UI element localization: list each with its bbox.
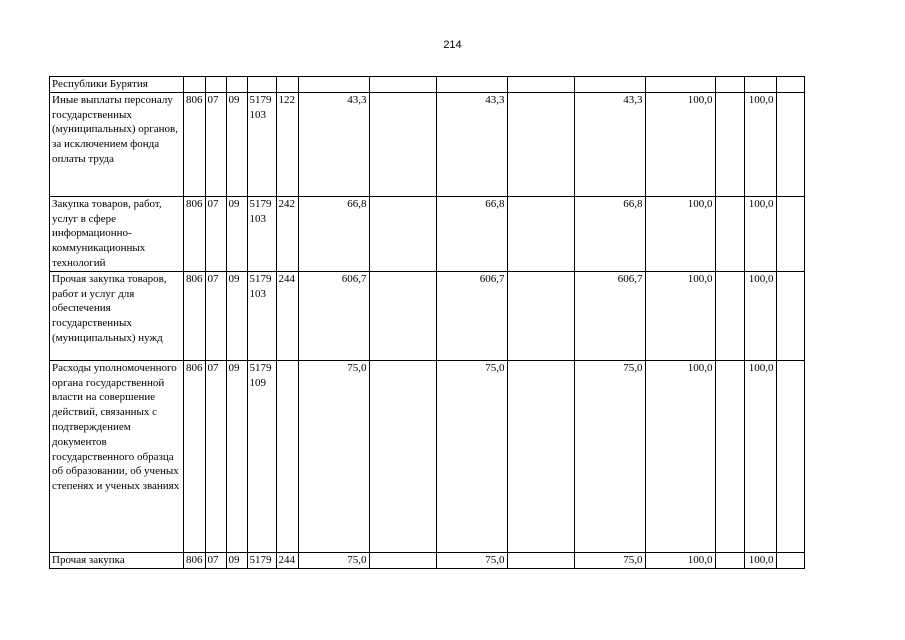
amount-3-cell: 43,3: [574, 92, 645, 196]
empty-cell: [715, 552, 744, 568]
target-article-cell: 5179 103: [247, 196, 276, 271]
amount-2-cell: 66,8: [436, 196, 507, 271]
empty-cell: [507, 552, 574, 568]
empty-cell: [507, 196, 574, 271]
empty-cell: [715, 77, 744, 93]
amount-3-cell: 75,0: [574, 552, 645, 568]
target-article-cell: 5179 109: [247, 360, 276, 552]
percent-2-cell: 100,0: [744, 360, 776, 552]
empty-cell: [715, 92, 744, 196]
table-row: [50, 196, 805, 271]
percent-2-cell: [744, 77, 776, 93]
percent-2-cell: 100,0: [744, 271, 776, 360]
section-cell: 07: [205, 196, 226, 271]
grbs-cell: 806: [184, 196, 206, 271]
amount-2-cell: 43,3: [436, 92, 507, 196]
target-article-cell: 5179: [247, 552, 276, 568]
section-cell: 07: [205, 552, 226, 568]
row-name: Расходы уполномоченного органа государственной власти на совершение действий, связанных с подтверждением документов государственного образца об образовании, об ученых степенях и ученых званиях: [50, 360, 184, 552]
empty-cell: [715, 360, 744, 552]
empty-cell: [776, 92, 804, 196]
row-name: Иные выплаты персоналу государственных (муниципальных) органов, за исключением фонда оплаты труда: [50, 92, 184, 196]
table-row: [50, 271, 805, 360]
empty-cell: [715, 271, 744, 360]
amount-1-cell: [298, 77, 369, 93]
expense-type-cell: 242: [276, 196, 298, 271]
target-article-cell: 5179 103: [247, 92, 276, 196]
expense-type-cell: 244: [276, 271, 298, 360]
empty-cell: [507, 92, 574, 196]
grbs-cell: 806: [184, 552, 206, 568]
percent-1-cell: [645, 77, 715, 93]
subsection-cell: 09: [226, 271, 247, 360]
amount-1-cell: 75,0: [298, 360, 369, 552]
percent-1-cell: 100,0: [645, 552, 715, 568]
amount-2-cell: 75,0: [436, 552, 507, 568]
percent-2-cell: 100,0: [744, 552, 776, 568]
amount-3-cell: 75,0: [574, 360, 645, 552]
subsection-cell: 09: [226, 360, 247, 552]
expense-type-cell: 244: [276, 552, 298, 568]
subsection-cell: 09: [226, 552, 247, 568]
percent-1-cell: 100,0: [645, 360, 715, 552]
empty-cell: [507, 360, 574, 552]
empty-cell: [507, 271, 574, 360]
empty-cell: [776, 196, 804, 271]
empty-cell: [776, 552, 804, 568]
row-name: Закупка товаров, работ, услуг в сфере информационно-коммуникационных технологий: [50, 196, 184, 271]
table-row: [50, 92, 805, 196]
empty-cell: [369, 271, 436, 360]
expense-type-cell: [276, 360, 298, 552]
empty-cell: [369, 552, 436, 568]
section-cell: [205, 77, 226, 93]
amount-1-cell: 606,7: [298, 271, 369, 360]
amount-3-cell: [574, 77, 645, 93]
amount-2-cell: 606,7: [436, 271, 507, 360]
amount-1-cell: 43,3: [298, 92, 369, 196]
table-row: [50, 552, 805, 568]
table-row: [50, 77, 805, 93]
amount-2-cell: 75,0: [436, 360, 507, 552]
section-cell: 07: [205, 271, 226, 360]
empty-cell: [369, 92, 436, 196]
percent-1-cell: 100,0: [645, 196, 715, 271]
grbs-cell: 806: [184, 271, 206, 360]
row-name: Прочая закупка: [50, 552, 184, 568]
amount-1-cell: 75,0: [298, 552, 369, 568]
empty-cell: [776, 360, 804, 552]
grbs-cell: [184, 77, 206, 93]
table-row: [50, 360, 805, 552]
percent-2-cell: 100,0: [744, 92, 776, 196]
expense-type-cell: 122: [276, 92, 298, 196]
row-name: Республики Бурятия: [50, 77, 184, 93]
subsection-cell: 09: [226, 196, 247, 271]
amount-3-cell: 66,8: [574, 196, 645, 271]
subsection-cell: [226, 77, 247, 93]
percent-1-cell: 100,0: [645, 271, 715, 360]
empty-cell: [369, 360, 436, 552]
section-cell: 07: [205, 92, 226, 196]
row-name: Прочая закупка товаров, работ и услуг для обеспечения государственных (муниципальных) нужд: [50, 271, 184, 360]
empty-cell: [507, 77, 574, 93]
empty-cell: [776, 271, 804, 360]
percent-2-cell: 100,0: [744, 196, 776, 271]
empty-cell: [369, 77, 436, 93]
empty-cell: [715, 196, 744, 271]
grbs-cell: 806: [184, 92, 206, 196]
grbs-cell: 806: [184, 360, 206, 552]
percent-1-cell: 100,0: [645, 92, 715, 196]
page-number: 214: [443, 39, 462, 51]
amount-2-cell: [436, 77, 507, 93]
expense-type-cell: [276, 77, 298, 93]
subsection-cell: 09: [226, 92, 247, 196]
target-article-cell: [247, 77, 276, 93]
section-cell: 07: [205, 360, 226, 552]
empty-cell: [776, 77, 804, 93]
empty-cell: [369, 196, 436, 271]
amount-1-cell: 66,8: [298, 196, 369, 271]
target-article-cell: 5179 103: [247, 271, 276, 360]
budget-table: [49, 76, 805, 569]
amount-3-cell: 606,7: [574, 271, 645, 360]
